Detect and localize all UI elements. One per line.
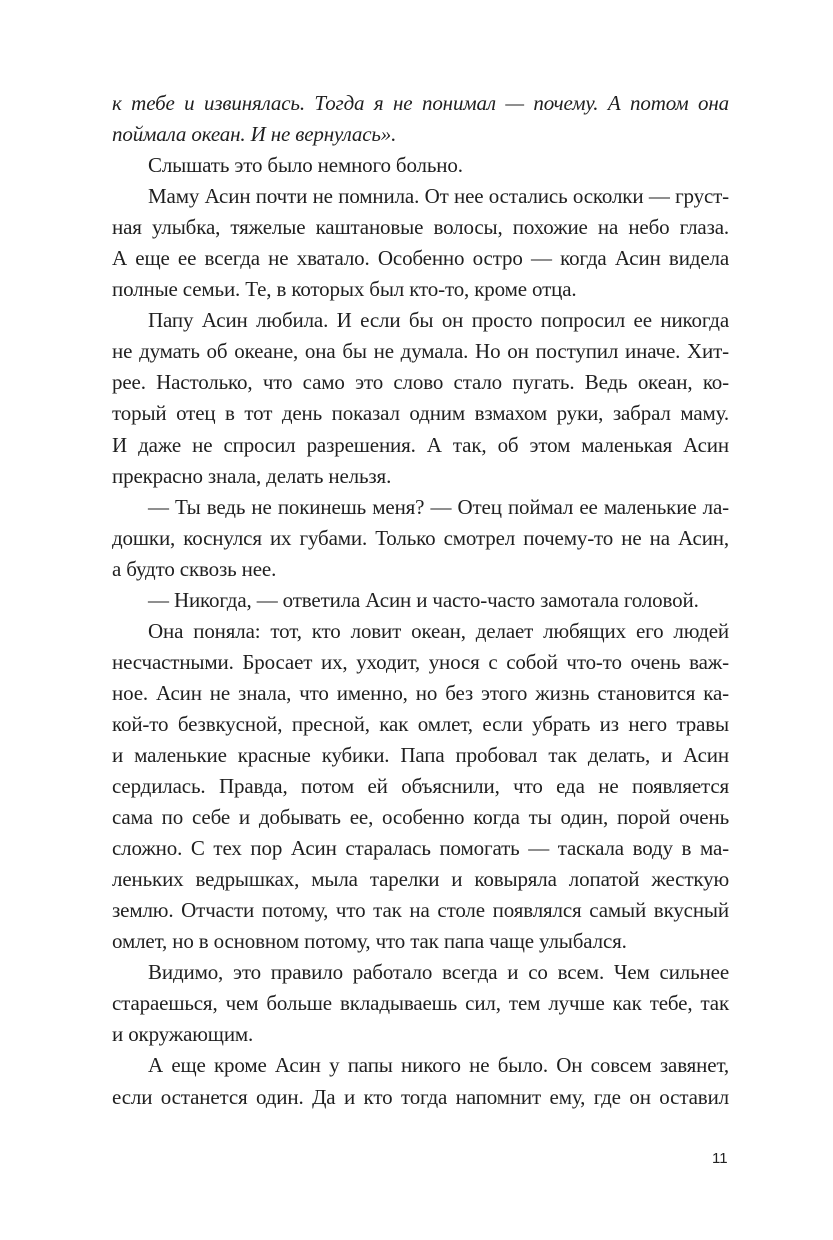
text-line: если останется один. Да и кто тогда напомнит ему, где он оставил xyxy=(112,1084,729,1109)
text-line: землю. Отчасти потому, что так на столе появлялся самый вкусный xyxy=(112,898,729,923)
text-line: к тебе и извинялась. Тогда я не понимал — почему. А потом она xyxy=(112,91,729,115)
text-line: А еще ее всегда не хватало. Особенно остро — когда Асин видела xyxy=(112,246,729,271)
paragraph xyxy=(112,616,729,958)
text-line: И даже не спросил разрешения. А так, об этом маленькая Асин xyxy=(112,432,729,457)
text-line: несчастными. Бросает их, уходит, унося с собой что-то очень важ- xyxy=(112,649,729,674)
text-line: дошки, коснулся их губами. Только смотрел почему-то не на Асин, xyxy=(112,525,729,550)
text-line: Маму Асин почти не помнила. От нее остались осколки — груст- xyxy=(148,184,729,209)
text-line: прекрасно знала, делать нельзя. xyxy=(112,463,392,488)
text-line: омлет, но в основном потому, что так папа чаще улыбался. xyxy=(112,929,627,954)
text-line: Видимо, это правило работало всегда и со всем. Чем сильнее xyxy=(148,960,729,985)
paragraph xyxy=(112,305,729,491)
text-line: поймала океан. И не вернулась». xyxy=(112,122,397,147)
paragraph xyxy=(112,957,729,1050)
paragraph xyxy=(112,492,729,585)
text-line: ная улыбка, тяжелые каштановые волосы, похожие на небо глаза. xyxy=(112,215,729,240)
text-line: — Ты ведь не покинешь меня? — Отец поймал ее маленькие ла- xyxy=(148,494,729,519)
text-line: а будто сквозь нее. xyxy=(112,556,277,581)
text-line: сложно. С тех пор Асин старалась помогать — таскала воду в ма- xyxy=(112,836,729,861)
text-line: не думать об океане, она бы не думала. Но он поступил иначе. Хит- xyxy=(112,339,729,364)
text-line: Она поняла: тот, кто ловит океан, делает любящих его людей xyxy=(148,618,729,643)
text-line: и окружающим. xyxy=(112,1022,254,1047)
paragraph xyxy=(112,150,729,181)
text-line: Папу Асин любила. И если бы он просто попросил ее никогда xyxy=(148,308,729,333)
text-line: сердилась. Правда, потом ей объяснили, что еда не появляется xyxy=(112,774,729,799)
text-line: сама по себе и добывать ее, особенно когда ты один, порой очень xyxy=(112,805,729,830)
text-line: полные семьи. Те, в которых был кто-то, кроме отца. xyxy=(112,277,577,302)
text-line: торый отец в тот день показал одним взмахом руки, забрал маму. xyxy=(112,401,729,426)
text-line: стараешься, чем больше вкладываешь сил, тем лучше как тебе, так xyxy=(112,991,729,1016)
text-line: леньких ведрышках, мыла тарелки и ковыряла лопатой жесткую xyxy=(112,867,729,892)
paragraph xyxy=(112,181,729,305)
paragraph xyxy=(112,88,729,150)
text-line: — Никогда, — ответила Асин и часто-часто замотала головой. xyxy=(148,587,699,612)
text-line: и маленькие красные кубики. Папа пробовал так делать, и Асин xyxy=(112,742,729,767)
text-line: А еще кроме Асин у папы никого не было. Он совсем завянет, xyxy=(148,1053,729,1078)
page-number: 11 xyxy=(712,1150,728,1167)
text-line: кой-то безвкусной, пресной, как омлет, если убрать из него травы xyxy=(112,711,729,736)
paragraph xyxy=(112,585,729,616)
paragraph xyxy=(112,1050,729,1112)
text-line: рее. Настолько, что само это слово стало пугать. Ведь океан, ко- xyxy=(112,370,729,395)
text-line: Слышать это было немного больно. xyxy=(148,153,463,178)
text-line: ное. Асин не знала, что именно, но без этого жизнь становится ка- xyxy=(112,680,729,705)
page-body-text xyxy=(112,88,729,1113)
